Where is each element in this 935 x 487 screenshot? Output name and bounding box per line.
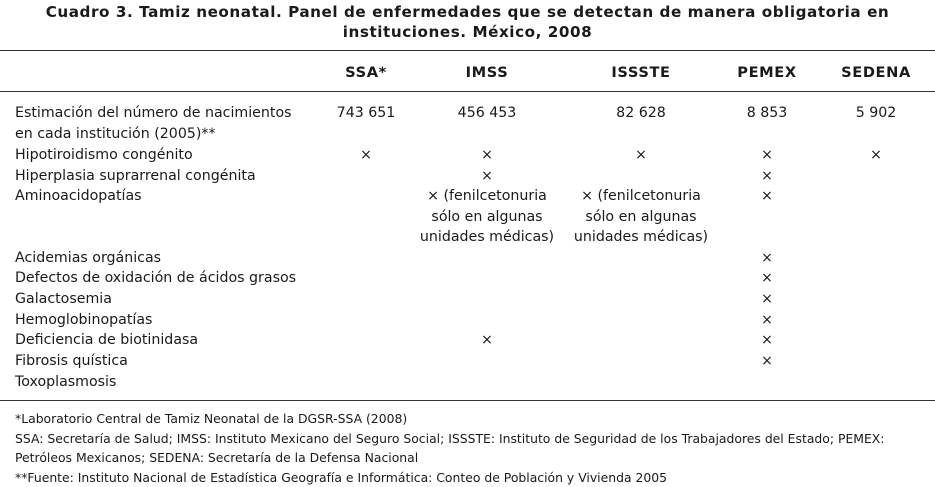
row-label-acidemias: Acidemias orgánicas bbox=[15, 250, 162, 266]
caption-line-2: instituciones. México, 2008 bbox=[342, 23, 593, 41]
table-caption bbox=[0, 2, 935, 42]
imss-note-line-3: unidades médicas) bbox=[419, 229, 555, 245]
mark-biotinidasa-pemex: × bbox=[761, 332, 773, 348]
birth-value-issste: 82 628 bbox=[616, 105, 666, 121]
row-label-biotinidasa: Deficiencia de biotinidasa bbox=[15, 332, 199, 348]
aminoacidopatias-imss-note bbox=[420, 186, 554, 248]
mark-hipotiroidismo-sedena: × bbox=[870, 147, 882, 163]
column-header-ssa: SSA* bbox=[345, 64, 387, 81]
row-label-galactosemia: Galactosemia bbox=[15, 291, 112, 307]
imss-note-line-1: × (fenilcetonuria bbox=[427, 188, 547, 204]
birth-value-sedena: 5 902 bbox=[855, 105, 897, 121]
bottom-rule bbox=[0, 400, 935, 401]
mark-hemoglobinopatias-pemex: × bbox=[761, 312, 773, 328]
column-header-imss: IMSS bbox=[465, 64, 509, 81]
row-label-hemoglobinopatias: Hemoglobinopatías bbox=[15, 312, 153, 328]
birth-label-line-2: en cada institución (2005)** bbox=[15, 125, 216, 142]
birth-label-line-1: Estimación del número de nacimientos bbox=[15, 105, 292, 121]
mark-hipotiroidismo-ssa: × bbox=[360, 147, 372, 163]
mark-biotinidasa-imss: × bbox=[481, 332, 493, 348]
column-header-issste: ISSSTE bbox=[611, 64, 671, 81]
mark-defectos-oxidacion-pemex: × bbox=[761, 270, 773, 286]
footnote-fuente: **Fuente: Instituto Nacional de Estadística Geografía e Informática: Conteo de Población y Vivienda 2005 bbox=[15, 469, 668, 485]
column-header-sedena: SEDENA bbox=[841, 64, 911, 81]
header-rule bbox=[0, 91, 935, 92]
footnote-abbreviations-cont: Petróleos Mexicanos; SEDENA: Secretaría de la Defensa Nacional bbox=[15, 450, 419, 466]
mark-acidemias-pemex: × bbox=[761, 250, 773, 266]
column-header-pemex: PEMEX bbox=[737, 64, 797, 81]
footnotes bbox=[15, 409, 930, 487]
mark-hipotiroidismo-imss: × bbox=[481, 147, 493, 163]
row-label-toxoplasmosis: Toxoplasmosis bbox=[15, 374, 117, 390]
mark-hipotiroidismo-issste: × bbox=[635, 147, 647, 163]
mark-fibrosis-quistica-pemex: × bbox=[761, 353, 773, 369]
caption-line-1: Cuadro 3. Tamiz neonatal. Panel de enfermedades que se detectan de manera obligatoria en bbox=[45, 3, 890, 21]
birth-value-pemex: 8 853 bbox=[746, 105, 788, 121]
mark-hiperplasia-pemex: × bbox=[761, 168, 773, 184]
issste-note-line-1: × (fenilcetonuria bbox=[581, 188, 701, 204]
issste-note-line-3: unidades médicas) bbox=[573, 229, 709, 245]
row-label-birth-estimate bbox=[15, 103, 292, 144]
birth-value-ssa: 743 651 bbox=[336, 105, 396, 121]
row-label-fibrosis-quistica: Fibrosis quística bbox=[15, 353, 128, 369]
footnote-abbreviations: SSA: Secretaría de Salud; IMSS: Instituto Mexicano del Seguro Social; ISSSTE: Instituto de Seguridad de los Trabajadores del Estado; PEMEX: bbox=[15, 430, 885, 446]
row-label-aminoacidopatias: Aminoacidopatías bbox=[15, 188, 142, 204]
row-label-hiperplasia: Hiperplasia suprarrenal congénita bbox=[15, 168, 256, 184]
mark-hipotiroidismo-pemex: × bbox=[761, 147, 773, 163]
mark-hiperplasia-imss: × bbox=[481, 168, 493, 184]
row-label-hipotiroidismo: Hipotiroidismo congénito bbox=[15, 147, 193, 163]
mark-galactosemia-pemex: × bbox=[761, 291, 773, 307]
birth-value-imss: 456 453 bbox=[457, 105, 517, 121]
mark-aminoacidopatias-pemex: × bbox=[761, 188, 773, 204]
footnote-laboratorio: *Laboratorio Central de Tamiz Neonatal de la DGSR-SSA (2008) bbox=[15, 411, 408, 426]
imss-note-line-2: sólo en algunas bbox=[431, 208, 543, 225]
aminoacidopatias-issste-note bbox=[574, 186, 708, 248]
row-label-defectos-oxidacion: Defectos de oxidación de ácidos grasos bbox=[15, 270, 297, 286]
issste-note-line-2: sólo en algunas bbox=[585, 208, 697, 225]
top-rule bbox=[0, 50, 935, 51]
